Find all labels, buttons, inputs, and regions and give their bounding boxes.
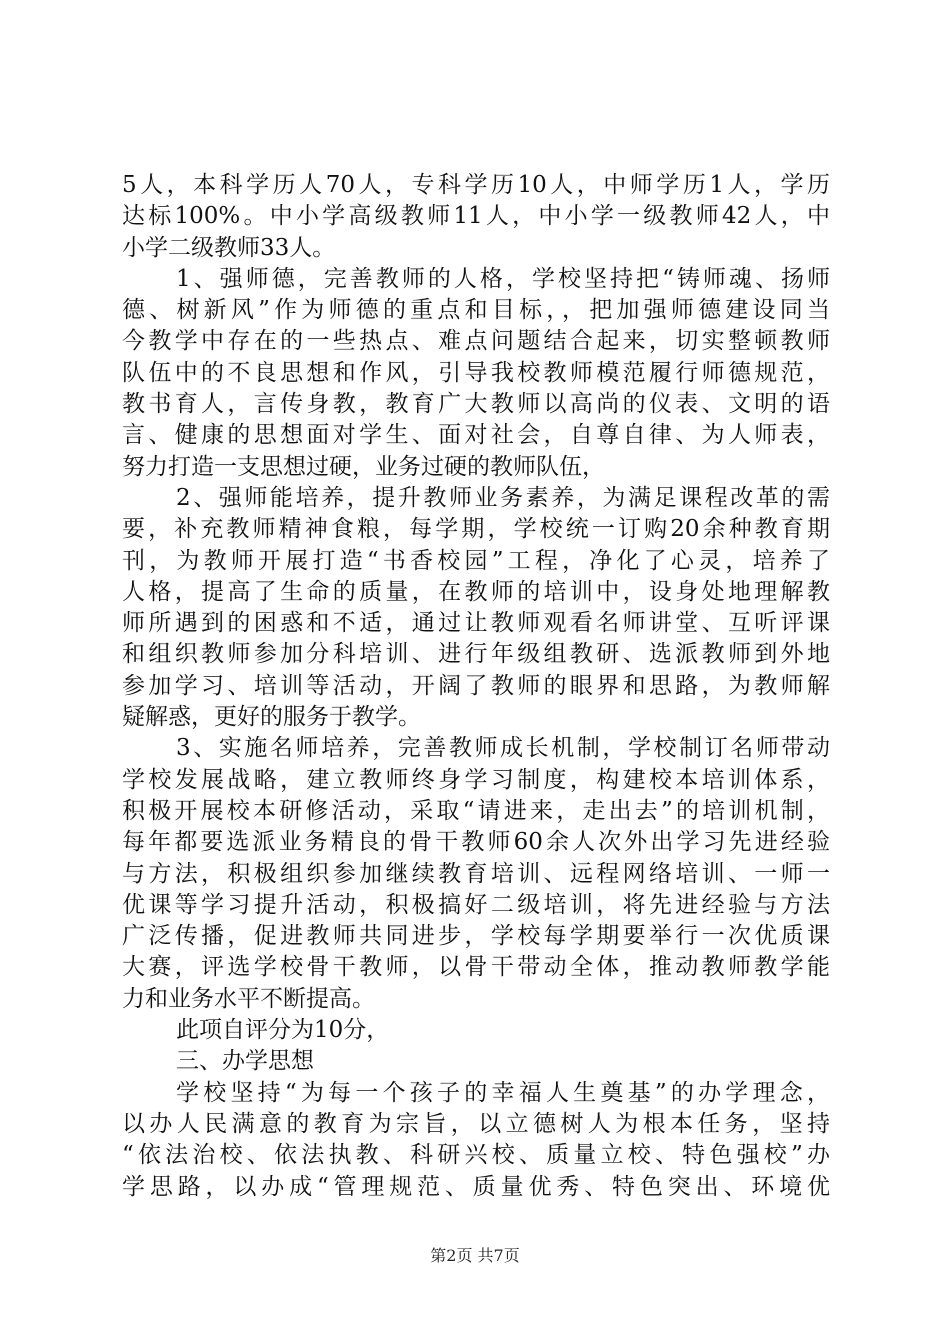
text-line: 3、实施名师培养，完善教师成长机制，学校制订名师带动 xyxy=(176,735,830,762)
text-line: 队伍中的不良思想和作风，引导我校教师模范履行师德规范， xyxy=(122,359,830,386)
text-line: 此项自评分为10分， xyxy=(176,1017,390,1044)
text-line: 2、强师能培养，提升教师业务素养，为满足课程改革的需 xyxy=(176,484,830,511)
text-line: 和组织教师参加分科培训、进行年级组教研、选派教师到外地 xyxy=(122,641,830,668)
text-line: 刊，为教师开展打造“书香校园”工程，净化了心灵，培养了 xyxy=(122,547,830,574)
text-line: 疑解惑，更好的服务于教学。 xyxy=(122,704,421,731)
text-line: 言、健康的思想面对学生、面对社会，自尊自律、为人师表， xyxy=(122,422,830,449)
text-line: 广泛传播，促进教师共同进步，学校每学期要举行一次优质课 xyxy=(122,923,830,950)
text-line: 以办人民满意的教育为宗旨，以立德树人为根本任务，坚持 xyxy=(122,1110,830,1137)
text-line: 德、树新风”作为师德的重点和目标，，把加强师德建设同当 xyxy=(122,297,830,324)
text-line: 积极开展校本研修活动，采取“请进来，走出去”的培训机制， xyxy=(122,797,830,824)
text-line: 三、办学思想 xyxy=(176,1048,314,1075)
text-line: 教书育人，言传身教，教育广大教师以高尚的仪表、文明的语 xyxy=(122,391,830,418)
text-line: 今教学中存在的一些热点、难点问题结合起来，切实整顿教师 xyxy=(122,328,830,355)
text-line: 大赛，评选学校骨干教师，以骨干带动全体，推动教师教学能 xyxy=(122,954,830,981)
text-line: 师所遇到的困惑和不适，通过让教师观看名师讲堂、互听评课 xyxy=(122,610,830,637)
text-line: 达标100%。中小学高级教师11人，中小学一级教师42人，中 xyxy=(122,203,830,230)
page-footer: 第2页 共7页 xyxy=(430,1246,520,1265)
text-line: 优课等学习提升活动，积极搞好二级培训，将先进经验与方法 xyxy=(122,891,830,918)
text-line: 每年都要选派业务精良的骨干教师60余人次外出学习先进经验 xyxy=(122,829,830,856)
text-line: 参加学习、培训等活动，开阔了教师的眼界和思路，为教师解 xyxy=(122,672,830,699)
text-line: 力和业务水平不断提高。 xyxy=(122,985,375,1012)
document-body xyxy=(122,170,830,1203)
text-line: 5人，本科学历人70人，专科学历10人，中师学历1人，学历 xyxy=(122,172,830,198)
text-line: “依法治校、依法执教、科研兴校、质量立校、特色强校”办 xyxy=(122,1142,830,1169)
text-line: 要，补充教师精神食粮，每学期，学校统一订购20余种教育期 xyxy=(122,516,830,543)
text-line: 人格，提高了生命的质量，在教师的培训中，设身处地理解教 xyxy=(122,578,830,605)
text-line: 学思路，以办成“管理规范、质量优秀、特色突出、环境优 xyxy=(122,1173,830,1200)
text-line: 学校发展战略，建立教师终身学习制度，构建校本培训体系， xyxy=(122,766,830,793)
text-line: 与方法，积极组织参加继续教育培训、远程网络培训、一师一 xyxy=(122,860,830,887)
text-line: 小学二级教师33人。 xyxy=(122,234,336,261)
text-line: 1、强师德，完善教师的人格，学校坚持把“铸师魂、扬师 xyxy=(176,265,830,292)
text-line: 学校坚持“为每一个孩子的幸福人生奠基”的办学理念， xyxy=(176,1079,830,1106)
text-line: 努力打造一支思想过硬，业务过硬的教师队伍， xyxy=(122,453,605,480)
